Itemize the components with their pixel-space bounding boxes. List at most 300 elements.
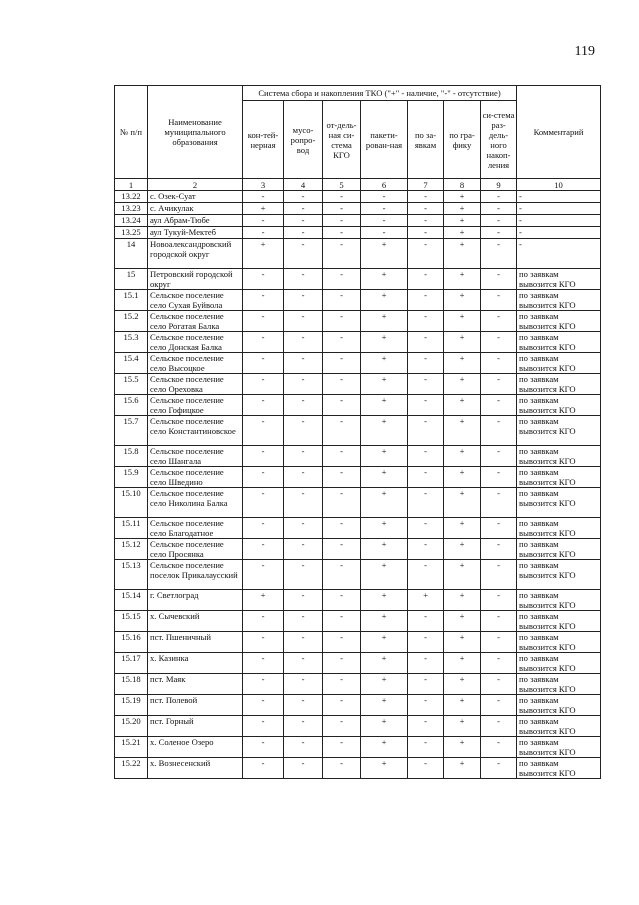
presence-mark: - [243, 290, 284, 311]
table-row [115, 203, 601, 215]
presence-mark: + [444, 632, 481, 653]
presence-mark: + [444, 311, 481, 332]
table-row [115, 269, 601, 290]
presence-mark: + [361, 311, 408, 332]
presence-mark: - [284, 215, 323, 227]
presence-mark: - [481, 215, 517, 227]
column-number: 5 [323, 179, 361, 191]
comment-cell: - [517, 203, 601, 215]
table-row [115, 674, 601, 695]
row-number: 15.13 [115, 560, 148, 590]
presence-mark: - [284, 239, 323, 269]
row-number: 15.17 [115, 653, 148, 674]
comment-cell: по заявкам вывозится КГО [517, 446, 601, 467]
presence-mark: + [361, 467, 408, 488]
comment-cell: - [517, 239, 601, 269]
municipality-name: Сельское поселение село Просянка [148, 539, 243, 560]
presence-mark: + [444, 290, 481, 311]
presence-mark: - [481, 488, 517, 518]
presence-mark: - [408, 467, 444, 488]
row-number: 15.7 [115, 416, 148, 446]
column-number: 3 [243, 179, 284, 191]
presence-mark: - [481, 191, 517, 203]
table-row [115, 653, 601, 674]
presence-mark: + [444, 539, 481, 560]
presence-mark: - [408, 191, 444, 203]
presence-mark: + [361, 269, 408, 290]
presence-mark: - [323, 203, 361, 215]
presence-mark: - [323, 227, 361, 239]
presence-mark: - [323, 395, 361, 416]
presence-mark: - [284, 632, 323, 653]
header-container: кон-тей-нерная [243, 101, 284, 179]
table-row [115, 290, 601, 311]
comment-cell: по заявкам вывозится КГО [517, 395, 601, 416]
presence-mark: + [444, 269, 481, 290]
presence-mark: + [444, 239, 481, 269]
comment-cell: по заявкам вывозится КГО [517, 374, 601, 395]
presence-mark: + [408, 590, 444, 611]
header-separate: си-стема раз-дель-ного накоп-ления [481, 101, 517, 179]
presence-mark: + [444, 395, 481, 416]
presence-mark: + [444, 737, 481, 758]
municipality-name: Сельское поселение село Ореховка [148, 374, 243, 395]
row-number: 15.2 [115, 311, 148, 332]
row-number: 15.1 [115, 290, 148, 311]
presence-mark: - [323, 758, 361, 779]
presence-mark: - [481, 467, 517, 488]
presence-mark: - [408, 416, 444, 446]
presence-mark: - [408, 716, 444, 737]
municipality-name: Новоалександровский городской округ [148, 239, 243, 269]
presence-mark: - [481, 395, 517, 416]
municipality-name: х. Соленое Озеро [148, 737, 243, 758]
presence-mark: - [481, 332, 517, 353]
presence-mark: - [284, 446, 323, 467]
presence-mark: - [408, 653, 444, 674]
presence-mark: - [284, 290, 323, 311]
presence-mark: + [243, 203, 284, 215]
comment-cell: по заявкам вывозится КГО [517, 695, 601, 716]
presence-mark: - [284, 332, 323, 353]
presence-mark: - [243, 716, 284, 737]
municipality-name: Сельское поселение село Шведино [148, 467, 243, 488]
presence-mark: + [361, 737, 408, 758]
comment-cell: по заявкам вывозится КГО [517, 488, 601, 518]
presence-mark: - [481, 653, 517, 674]
header-chute: мусо-ропро-вод [284, 101, 323, 179]
presence-mark: - [243, 269, 284, 290]
comment-cell: по заявкам вывозится КГО [517, 560, 601, 590]
presence-mark: + [361, 518, 408, 539]
municipality-name: Сельское поселение село Николина Балка [148, 488, 243, 518]
presence-mark: - [243, 674, 284, 695]
presence-mark: - [323, 488, 361, 518]
table-row [115, 758, 601, 779]
presence-mark: - [481, 446, 517, 467]
presence-mark: - [481, 518, 517, 539]
municipality-name: Сельское поселение село Шангала [148, 446, 243, 467]
row-number: 15.22 [115, 758, 148, 779]
presence-mark: - [243, 695, 284, 716]
table-row [115, 311, 601, 332]
presence-mark: + [361, 611, 408, 632]
municipality-name: х. Вознесенский [148, 758, 243, 779]
presence-mark: - [243, 611, 284, 632]
row-number: 15 [115, 269, 148, 290]
presence-mark: + [361, 695, 408, 716]
header-name: Наименование муниципального образования [148, 86, 243, 179]
comment-cell: по заявкам вывозится КГО [517, 590, 601, 611]
municipality-name: пст. Горный [148, 716, 243, 737]
presence-mark: - [361, 203, 408, 215]
presence-mark: + [444, 758, 481, 779]
presence-mark: - [323, 215, 361, 227]
presence-mark: - [408, 488, 444, 518]
row-number: 15.14 [115, 590, 148, 611]
presence-mark: - [481, 239, 517, 269]
presence-mark: + [444, 374, 481, 395]
presence-mark: - [481, 632, 517, 653]
municipality-name: Сельское поселение поселок Прикалаусский [148, 560, 243, 590]
presence-mark: - [408, 632, 444, 653]
presence-mark: - [408, 374, 444, 395]
comment-cell: по заявкам вывозится КГО [517, 758, 601, 779]
municipality-name: Сельское поселение село Высоцкое [148, 353, 243, 374]
presence-mark: - [323, 590, 361, 611]
presence-mark: - [284, 737, 323, 758]
presence-mark: - [284, 758, 323, 779]
presence-mark: - [361, 191, 408, 203]
table-row [115, 539, 601, 560]
presence-mark: - [243, 416, 284, 446]
presence-mark: - [284, 467, 323, 488]
presence-mark: - [323, 632, 361, 653]
presence-mark: + [444, 488, 481, 518]
presence-mark: + [361, 239, 408, 269]
table-row [115, 560, 601, 590]
presence-mark: - [408, 446, 444, 467]
presence-mark: - [323, 716, 361, 737]
presence-mark: - [481, 560, 517, 590]
presence-mark: - [361, 215, 408, 227]
comment-cell: по заявкам вывозится КГО [517, 269, 601, 290]
municipality-name: Петровский городской округ [148, 269, 243, 290]
row-number: 15.8 [115, 446, 148, 467]
presence-mark: - [243, 215, 284, 227]
presence-mark: + [444, 674, 481, 695]
table-row [115, 467, 601, 488]
municipality-name: г. Светлоград [148, 590, 243, 611]
presence-mark: + [361, 416, 408, 446]
presence-mark: + [444, 611, 481, 632]
table-row [115, 353, 601, 374]
presence-mark: - [243, 632, 284, 653]
table-body [115, 179, 601, 779]
presence-mark: - [481, 227, 517, 239]
comment-cell: - [517, 191, 601, 203]
header-scheduled: по гра-фику [444, 101, 481, 179]
row-number: 15.21 [115, 737, 148, 758]
presence-mark: - [323, 416, 361, 446]
presence-mark: - [323, 674, 361, 695]
table-row [115, 446, 601, 467]
table-row [115, 632, 601, 653]
presence-mark: - [408, 737, 444, 758]
column-number: 4 [284, 179, 323, 191]
presence-mark: - [408, 290, 444, 311]
presence-mark: - [481, 311, 517, 332]
municipality-name: Сельское поселение село Сухая Буйвола [148, 290, 243, 311]
presence-mark: - [284, 395, 323, 416]
page-number: 119 [574, 44, 595, 59]
comment-cell: по заявкам вывозится КГО [517, 467, 601, 488]
presence-mark: - [408, 560, 444, 590]
presence-mark: - [284, 191, 323, 203]
table-row [115, 695, 601, 716]
presence-mark: - [408, 353, 444, 374]
row-number: 15.5 [115, 374, 148, 395]
comment-cell: - [517, 215, 601, 227]
presence-mark: - [408, 239, 444, 269]
municipality-name: х. Казинка [148, 653, 243, 674]
presence-mark: - [408, 203, 444, 215]
presence-mark: - [408, 611, 444, 632]
table-row [115, 227, 601, 239]
table-row [115, 716, 601, 737]
table-row [115, 590, 601, 611]
comment-cell: по заявкам вывозится КГО [517, 674, 601, 695]
table-row [115, 395, 601, 416]
comment-cell: по заявкам вывозится КГО [517, 332, 601, 353]
presence-mark: - [323, 611, 361, 632]
header-kgo-system: от-дель-ная си-стема КГО [323, 101, 361, 179]
column-number-row [115, 179, 601, 191]
presence-mark: - [323, 191, 361, 203]
presence-mark: + [361, 560, 408, 590]
municipality-name: пст. Маяк [148, 674, 243, 695]
table-row [115, 488, 601, 518]
table-row [115, 518, 601, 539]
presence-mark: - [284, 488, 323, 518]
column-number: 6 [361, 179, 408, 191]
row-number: 13.22 [115, 191, 148, 203]
presence-mark: - [408, 395, 444, 416]
presence-mark: + [243, 239, 284, 269]
presence-mark: - [243, 518, 284, 539]
presence-mark: - [284, 203, 323, 215]
municipality-name: пст. Полевой [148, 695, 243, 716]
presence-mark: + [361, 674, 408, 695]
presence-mark: + [444, 518, 481, 539]
presence-mark: + [444, 590, 481, 611]
presence-mark: + [444, 716, 481, 737]
presence-mark: - [323, 269, 361, 290]
presence-mark: - [323, 737, 361, 758]
row-number: 15.15 [115, 611, 148, 632]
presence-mark: - [243, 395, 284, 416]
presence-mark: - [323, 290, 361, 311]
presence-mark: + [361, 590, 408, 611]
presence-mark: + [361, 488, 408, 518]
presence-mark: - [243, 332, 284, 353]
row-number: 14 [115, 239, 148, 269]
presence-mark: - [408, 674, 444, 695]
presence-mark: - [284, 227, 323, 239]
presence-mark: - [323, 560, 361, 590]
presence-mark: - [481, 695, 517, 716]
row-number: 15.20 [115, 716, 148, 737]
table-row [115, 416, 601, 446]
presence-mark: - [284, 416, 323, 446]
presence-mark: - [243, 353, 284, 374]
header-comment: Комментарий [517, 86, 601, 179]
comment-cell: по заявкам вывозится КГО [517, 518, 601, 539]
presence-mark: - [323, 467, 361, 488]
presence-mark: - [323, 518, 361, 539]
presence-mark: + [444, 353, 481, 374]
row-number: 15.18 [115, 674, 148, 695]
comment-cell: по заявкам вывозится КГО [517, 737, 601, 758]
presence-mark: - [481, 674, 517, 695]
presence-mark: - [481, 203, 517, 215]
comment-cell: по заявкам вывозится КГО [517, 290, 601, 311]
presence-mark: - [243, 446, 284, 467]
presence-mark: - [243, 374, 284, 395]
municipality-name: с. Озек-Суат [148, 191, 243, 203]
presence-mark: - [323, 539, 361, 560]
presence-mark: - [243, 467, 284, 488]
row-number: 15.11 [115, 518, 148, 539]
row-number: 15.6 [115, 395, 148, 416]
comment-cell: по заявкам вывозится КГО [517, 539, 601, 560]
presence-mark: - [481, 374, 517, 395]
municipality-name: Сельское поселение село Гофицкое [148, 395, 243, 416]
presence-mark: - [284, 560, 323, 590]
presence-mark: - [243, 539, 284, 560]
presence-mark: - [284, 611, 323, 632]
presence-mark: - [243, 560, 284, 590]
presence-mark: - [243, 488, 284, 518]
municipality-name: аул Тукуй-Мектеб [148, 227, 243, 239]
presence-mark: + [361, 353, 408, 374]
presence-mark: + [361, 374, 408, 395]
municipality-name: пст. Пшеничный [148, 632, 243, 653]
presence-mark: - [408, 269, 444, 290]
presence-mark: + [243, 590, 284, 611]
presence-mark: - [243, 653, 284, 674]
presence-mark: - [481, 269, 517, 290]
presence-mark: + [444, 653, 481, 674]
presence-mark: + [361, 653, 408, 674]
column-number: 9 [481, 179, 517, 191]
column-number: 1 [115, 179, 148, 191]
comment-cell: по заявкам вывозится КГО [517, 611, 601, 632]
presence-mark: + [444, 467, 481, 488]
presence-mark: + [444, 227, 481, 239]
header-group: Система сбора и накопления ТКО ("+" - наличие, "-" - отсутствие) [243, 86, 517, 101]
row-number: 13.23 [115, 203, 148, 215]
presence-mark: - [284, 695, 323, 716]
comment-cell: по заявкам вывозится КГО [517, 716, 601, 737]
row-number: 13.25 [115, 227, 148, 239]
header-on-request: по за-явкам [408, 101, 444, 179]
presence-mark: - [481, 353, 517, 374]
presence-mark: - [284, 674, 323, 695]
presence-mark: + [361, 446, 408, 467]
presence-mark: + [361, 290, 408, 311]
municipality-name: Сельское поселение село Благодатное [148, 518, 243, 539]
header-bagged: пакети-рован-ная [361, 101, 408, 179]
presence-mark: - [408, 332, 444, 353]
comment-cell: по заявкам вывозится КГО [517, 653, 601, 674]
comment-cell: по заявкам вывозится КГО [517, 632, 601, 653]
presence-mark: - [408, 758, 444, 779]
presence-mark: - [408, 311, 444, 332]
presence-mark: - [323, 695, 361, 716]
table-row [115, 215, 601, 227]
presence-mark: - [284, 653, 323, 674]
header-num: № п/п [115, 86, 148, 179]
municipality-name: Сельское поселение село Донская Балка [148, 332, 243, 353]
presence-mark: - [243, 227, 284, 239]
municipality-name: Сельское поселение село Рогатая Балка [148, 311, 243, 332]
presence-mark: + [361, 539, 408, 560]
presence-mark: - [323, 239, 361, 269]
presence-mark: + [444, 416, 481, 446]
row-number: 15.19 [115, 695, 148, 716]
presence-mark: - [284, 539, 323, 560]
presence-mark: - [323, 353, 361, 374]
presence-mark: - [481, 758, 517, 779]
presence-mark: - [361, 227, 408, 239]
presence-mark: - [323, 446, 361, 467]
row-number: 15.16 [115, 632, 148, 653]
table-row [115, 611, 601, 632]
presence-mark: - [284, 590, 323, 611]
table-row [115, 239, 601, 269]
comment-cell: - [517, 227, 601, 239]
table-row [115, 737, 601, 758]
presence-mark: - [323, 653, 361, 674]
municipality-name: х. Сычевский [148, 611, 243, 632]
presence-mark: - [481, 737, 517, 758]
presence-mark: - [284, 374, 323, 395]
presence-mark: - [243, 311, 284, 332]
comment-cell: по заявкам вывозится КГО [517, 311, 601, 332]
presence-mark: - [408, 227, 444, 239]
presence-mark: + [361, 716, 408, 737]
presence-mark: - [284, 518, 323, 539]
table-row [115, 374, 601, 395]
row-number: 15.3 [115, 332, 148, 353]
presence-mark: - [284, 353, 323, 374]
presence-mark: + [361, 332, 408, 353]
table-row [115, 332, 601, 353]
presence-mark: - [243, 758, 284, 779]
presence-mark: - [323, 311, 361, 332]
presence-mark: - [243, 737, 284, 758]
comment-cell: по заявкам вывозится КГО [517, 353, 601, 374]
presence-mark: - [408, 518, 444, 539]
presence-mark: - [481, 590, 517, 611]
presence-mark: + [444, 203, 481, 215]
presence-mark: - [481, 716, 517, 737]
presence-mark: + [361, 395, 408, 416]
row-number: 15.4 [115, 353, 148, 374]
row-number: 15.12 [115, 539, 148, 560]
municipality-name: с. Ачикулак [148, 203, 243, 215]
